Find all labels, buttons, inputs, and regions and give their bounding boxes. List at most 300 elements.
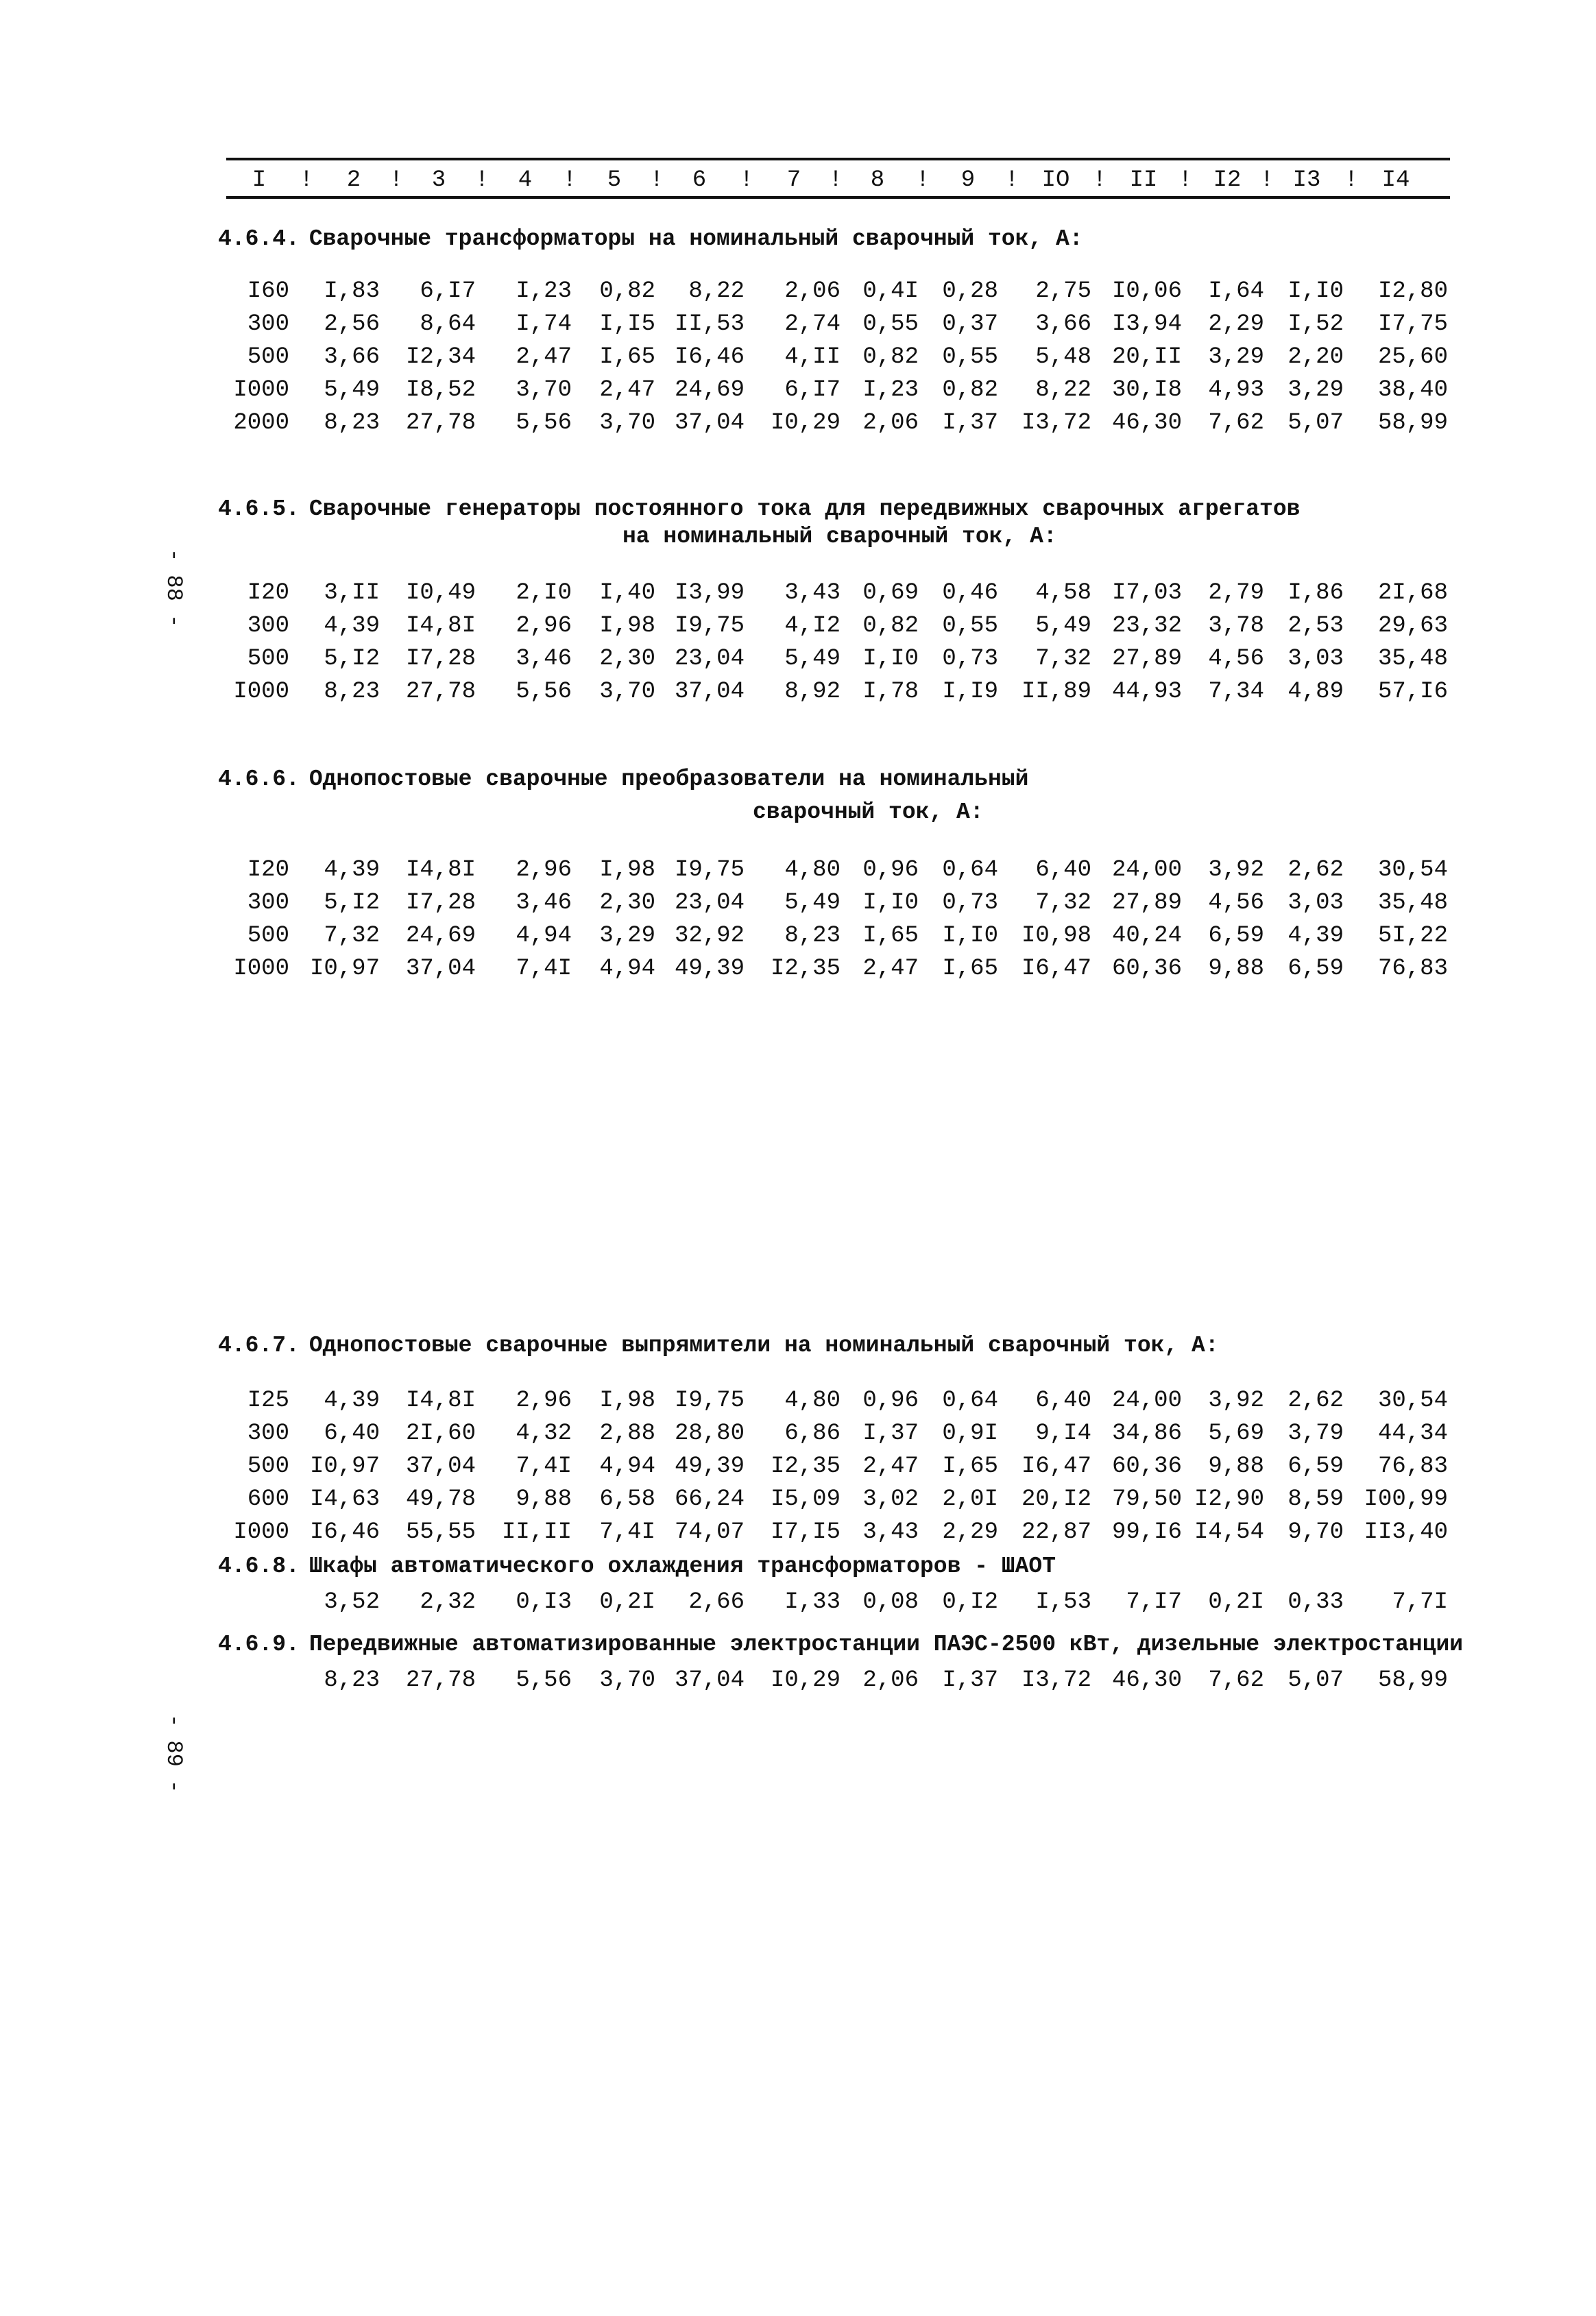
table-row: [0, 890, 1596, 923]
table-4-6-4: [0, 278, 1596, 443]
value-cell: 5,I2: [324, 646, 380, 672]
value-cell: 7,34: [1208, 679, 1264, 705]
value-cell: 2I,68: [1377, 580, 1448, 606]
value-cell: I7,28: [405, 890, 476, 916]
value-cell: 99,I6: [1111, 1519, 1182, 1545]
section-number: 4.6.6.: [218, 767, 300, 792]
value-cell: 3,43: [862, 1519, 919, 1545]
value-cell: 6,59: [1287, 956, 1344, 982]
value-cell: I00,99: [1364, 1486, 1448, 1512]
value-cell: 79,50: [1111, 1486, 1182, 1512]
header-top-rule: [226, 158, 1450, 160]
value-cell: 23,04: [674, 890, 745, 916]
value-cell: 3,29: [1208, 344, 1264, 370]
value-cell: 4,39: [324, 613, 380, 639]
value-cell: 30,54: [1377, 1388, 1448, 1414]
value-cell: 6,40: [1035, 857, 1091, 883]
value-cell: 7,62: [1208, 410, 1264, 436]
value-cell: 0,73: [942, 890, 998, 916]
rated-current-cell: 500: [247, 344, 289, 370]
value-cell: I6,47: [1021, 1453, 1091, 1480]
rated-current-cell: I000: [233, 1519, 289, 1545]
value-cell: I0,49: [405, 580, 476, 606]
value-cell: 6,40: [1035, 1388, 1091, 1414]
value-cell: 3,78: [1208, 613, 1264, 639]
value-cell: 0,I2: [942, 1589, 998, 1615]
value-cell: 3,46: [516, 890, 572, 916]
section-number: 4.6.4.: [218, 226, 300, 252]
value-cell: I0,98: [1021, 923, 1091, 949]
table-4-6-8: [0, 1589, 1596, 1622]
rated-current-cell: I25: [247, 1388, 289, 1414]
value-cell: II,II: [501, 1519, 572, 1545]
value-cell: 0,82: [862, 613, 919, 639]
value-cell: 2,30: [599, 646, 655, 672]
value-cell: 0,37: [942, 311, 998, 337]
value-cell: 7,I7: [1126, 1589, 1182, 1615]
value-cell: 4,80: [784, 857, 841, 883]
value-cell: 5,07: [1287, 1667, 1344, 1693]
value-cell: 44,93: [1111, 679, 1182, 705]
value-cell: 2,47: [862, 956, 919, 982]
value-cell: 40,24: [1111, 923, 1182, 949]
margin-page-number-88: - 88 -: [161, 548, 186, 628]
rated-current-cell: 500: [247, 646, 289, 672]
value-cell: I4,54: [1194, 1519, 1264, 1545]
value-cell: 25,60: [1377, 344, 1448, 370]
rated-current-cell: 300: [247, 613, 289, 639]
table-row: [0, 580, 1596, 613]
value-cell: 5,49: [784, 890, 841, 916]
value-cell: 4,93: [1208, 377, 1264, 403]
value-cell: 7,62: [1208, 1667, 1264, 1693]
value-cell: I9,75: [674, 1388, 745, 1414]
value-cell: 2,20: [1287, 344, 1344, 370]
value-cell: I0,06: [1111, 278, 1182, 304]
value-cell: II3,40: [1364, 1519, 1448, 1545]
value-cell: 55,55: [405, 1519, 476, 1545]
column-header-4: 4: [518, 167, 533, 193]
value-cell: I6,46: [674, 344, 745, 370]
rated-current-cell: I20: [247, 580, 289, 606]
column-header-7: 7: [786, 167, 801, 193]
section-title-4-6-5: [218, 496, 1300, 522]
value-cell: 3,02: [862, 1486, 919, 1512]
value-cell: 9,I4: [1035, 1421, 1091, 1447]
value-cell: 74,07: [674, 1519, 745, 1545]
section-title-4-6-9: [218, 1632, 1463, 1657]
value-cell: 0,55: [862, 311, 919, 337]
value-cell: 2,47: [599, 377, 655, 403]
table-row: [0, 344, 1596, 377]
value-cell: 8,23: [324, 410, 380, 436]
table-row: [0, 377, 1596, 410]
table-row: [0, 923, 1596, 956]
rated-current-cell: 500: [247, 923, 289, 949]
value-cell: 5,I2: [324, 890, 380, 916]
value-cell: I9,75: [674, 857, 745, 883]
value-cell: 3,92: [1208, 857, 1264, 883]
value-cell: 0,08: [862, 1589, 919, 1615]
rated-current-cell: I20: [247, 857, 289, 883]
value-cell: I7,75: [1377, 311, 1448, 337]
column-header-13: I3: [1292, 167, 1321, 193]
value-cell: 37,04: [405, 1453, 476, 1480]
value-cell: I4,8I: [405, 613, 476, 639]
value-cell: 5,49: [324, 377, 380, 403]
section-title-text: Передвижные автоматизированные электростанции ПАЭС-2500 кВт, дизельные электростанции: [309, 1632, 1464, 1657]
value-cell: 4,94: [599, 956, 655, 982]
value-cell: 0,I3: [516, 1589, 572, 1615]
value-cell: 27,78: [405, 679, 476, 705]
table-4-6-9: [0, 1667, 1596, 1700]
value-cell: I,52: [1287, 311, 1344, 337]
section-title-4-6-4: [218, 226, 1083, 252]
value-cell: 2,88: [599, 1421, 655, 1447]
value-cell: 2,79: [1208, 580, 1264, 606]
value-cell: I2,90: [1194, 1486, 1264, 1512]
value-cell: 24,69: [405, 923, 476, 949]
value-cell: 6,I7: [784, 377, 841, 403]
value-cell: 44,34: [1377, 1421, 1448, 1447]
value-cell: I,40: [599, 580, 655, 606]
value-cell: 66,24: [674, 1486, 745, 1512]
value-cell: I3,72: [1021, 1667, 1091, 1693]
value-cell: 8,22: [688, 278, 745, 304]
value-cell: I,I5: [599, 311, 655, 337]
value-cell: 3,46: [516, 646, 572, 672]
value-cell: I,53: [1035, 1589, 1091, 1615]
column-separator: !: [1178, 167, 1193, 193]
value-cell: 27,89: [1111, 646, 1182, 672]
section-title-text: Однопостовые сварочные выпрямители на номинальный сварочный ток, А:: [309, 1333, 1219, 1358]
table-4-6-6: [0, 857, 1596, 989]
value-cell: I6,46: [309, 1519, 380, 1545]
value-cell: 0,82: [942, 377, 998, 403]
column-header-3: 3: [431, 167, 446, 193]
column-header-14: I4: [1381, 167, 1410, 193]
value-cell: 35,48: [1377, 646, 1448, 672]
table-row: [0, 1421, 1596, 1453]
value-cell: 0,9I: [942, 1421, 998, 1447]
value-cell: 30,I8: [1111, 377, 1182, 403]
section-number: 4.6.7.: [218, 1333, 300, 1358]
table-row: [0, 1486, 1596, 1519]
value-cell: 6,86: [784, 1421, 841, 1447]
value-cell: 3,52: [324, 1589, 380, 1615]
value-cell: 5,48: [1035, 344, 1091, 370]
value-cell: 57,I6: [1377, 679, 1448, 705]
value-cell: 8,22: [1035, 377, 1091, 403]
value-cell: I,98: [599, 1388, 655, 1414]
value-cell: I,98: [599, 613, 655, 639]
value-cell: 2,96: [516, 857, 572, 883]
value-cell: 7,32: [1035, 646, 1091, 672]
value-cell: 8,23: [324, 1667, 380, 1693]
value-cell: I,I0: [862, 646, 919, 672]
value-cell: I2,35: [770, 1453, 841, 1480]
value-cell: 8,64: [420, 311, 476, 337]
value-cell: I8,52: [405, 377, 476, 403]
value-cell: 6,40: [324, 1421, 380, 1447]
value-cell: I,I0: [862, 890, 919, 916]
value-cell: 2,62: [1287, 857, 1344, 883]
rated-current-cell: 500: [247, 1453, 289, 1480]
column-header-1: I: [252, 167, 267, 193]
value-cell: I0,29: [770, 410, 841, 436]
value-cell: 76,83: [1377, 1453, 1448, 1480]
table-row: [0, 956, 1596, 989]
section-number: 4.6.8.: [218, 1554, 300, 1579]
rated-current-cell: I000: [233, 679, 289, 705]
value-cell: 37,04: [674, 1667, 745, 1693]
value-cell: 0,33: [1287, 1589, 1344, 1615]
value-cell: 4,94: [599, 1453, 655, 1480]
value-cell: 0,96: [862, 1388, 919, 1414]
value-cell: I,37: [942, 410, 998, 436]
column-separator: !: [828, 167, 843, 193]
value-cell: 3,79: [1287, 1421, 1344, 1447]
column-separator: !: [1004, 167, 1019, 193]
value-cell: 0,4I: [862, 278, 919, 304]
value-cell: 9,70: [1287, 1519, 1344, 1545]
section-title-text: Шкафы автоматического охлаждения трансформаторов - ШАОТ: [309, 1554, 1056, 1579]
column-separator: !: [1259, 167, 1274, 193]
value-cell: I,65: [862, 923, 919, 949]
value-cell: 37,04: [405, 956, 476, 982]
column-header-10: IO: [1041, 167, 1070, 193]
value-cell: I2,80: [1377, 278, 1448, 304]
value-cell: 0,73: [942, 646, 998, 672]
value-cell: 27,89: [1111, 890, 1182, 916]
value-cell: I,65: [942, 1453, 998, 1480]
value-cell: 8,92: [784, 679, 841, 705]
value-cell: 23,32: [1111, 613, 1182, 639]
column-header-9: 9: [960, 167, 976, 193]
column-header-row: [226, 165, 1450, 200]
value-cell: 0,64: [942, 1388, 998, 1414]
value-cell: I,I0: [942, 923, 998, 949]
value-cell: 6,58: [599, 1486, 655, 1512]
value-cell: 27,78: [405, 1667, 476, 1693]
value-cell: 2,53: [1287, 613, 1344, 639]
table-row: [0, 278, 1596, 311]
value-cell: I5,09: [770, 1486, 841, 1512]
column-separator: !: [562, 167, 577, 193]
value-cell: 3,70: [599, 679, 655, 705]
table-row: [0, 311, 1596, 344]
value-cell: 49,78: [405, 1486, 476, 1512]
table-row: [0, 1453, 1596, 1486]
value-cell: 5,56: [516, 1667, 572, 1693]
column-header-2: 2: [346, 167, 361, 193]
value-cell: I,33: [784, 1589, 841, 1615]
value-cell: 38,40: [1377, 377, 1448, 403]
value-cell: 30,54: [1377, 857, 1448, 883]
value-cell: I,I9: [942, 679, 998, 705]
column-header-6: 6: [692, 167, 707, 193]
value-cell: 2,96: [516, 613, 572, 639]
value-cell: 0,64: [942, 857, 998, 883]
value-cell: 2,29: [1208, 311, 1264, 337]
rated-current-cell: I000: [233, 377, 289, 403]
value-cell: 2,75: [1035, 278, 1091, 304]
value-cell: I7,28: [405, 646, 476, 672]
column-header-8: 8: [870, 167, 885, 193]
value-cell: 7,4I: [516, 956, 572, 982]
value-cell: 5,69: [1208, 1421, 1264, 1447]
rated-current-cell: 600: [247, 1486, 289, 1512]
value-cell: 7,7I: [1392, 1589, 1448, 1615]
value-cell: I,98: [599, 857, 655, 883]
value-cell: 3,66: [1035, 311, 1091, 337]
value-cell: I6,47: [1021, 956, 1091, 982]
table-4-6-5: [0, 580, 1596, 712]
value-cell: 4,94: [516, 923, 572, 949]
value-cell: 5I,22: [1377, 923, 1448, 949]
value-cell: 4,32: [516, 1421, 572, 1447]
column-separator: !: [915, 167, 930, 193]
value-cell: 0,69: [862, 580, 919, 606]
margin-page-number-89: - 89 -: [161, 1714, 186, 1794]
value-cell: 23,04: [674, 646, 745, 672]
value-cell: 2,0I: [942, 1486, 998, 1512]
value-cell: I,I0: [1287, 278, 1344, 304]
table-row: [0, 410, 1596, 443]
value-cell: I,65: [942, 956, 998, 982]
value-cell: 3,70: [516, 377, 572, 403]
table-row: [0, 646, 1596, 679]
table-4-6-7: [0, 1388, 1596, 1552]
value-cell: 34,86: [1111, 1421, 1182, 1447]
value-cell: 4,56: [1208, 890, 1264, 916]
value-cell: 0,82: [862, 344, 919, 370]
value-cell: 5,49: [784, 646, 841, 672]
value-cell: 2,62: [1287, 1388, 1344, 1414]
value-cell: 32,92: [674, 923, 745, 949]
section-title-4-6-6: [218, 767, 1028, 792]
column-header-11: II: [1129, 167, 1158, 193]
header-bottom-rule: [226, 196, 1450, 199]
value-cell: I,78: [862, 679, 919, 705]
value-cell: 3,29: [599, 923, 655, 949]
value-cell: 46,30: [1111, 1667, 1182, 1693]
value-cell: 4,89: [1287, 679, 1344, 705]
value-cell: 9,88: [1208, 956, 1264, 982]
value-cell: 60,36: [1111, 1453, 1182, 1480]
value-cell: 2,06: [784, 278, 841, 304]
value-cell: 8,23: [324, 679, 380, 705]
value-cell: 3,70: [599, 410, 655, 436]
value-cell: 2,56: [324, 311, 380, 337]
value-cell: 27,78: [405, 410, 476, 436]
value-cell: 0,96: [862, 857, 919, 883]
value-cell: 5,56: [516, 410, 572, 436]
table-row: [0, 679, 1596, 712]
value-cell: 5,07: [1287, 410, 1344, 436]
table-row: [0, 1589, 1596, 1622]
section-title-text: Сварочные трансформаторы на номинальный сварочный ток, А:: [309, 226, 1083, 252]
value-cell: 3,29: [1287, 377, 1344, 403]
value-cell: 4,80: [784, 1388, 841, 1414]
value-cell: I,23: [862, 377, 919, 403]
value-cell: 2,47: [516, 344, 572, 370]
table-row: [0, 1388, 1596, 1421]
value-cell: I4,8I: [405, 1388, 476, 1414]
value-cell: 6,59: [1287, 1453, 1344, 1480]
value-cell: 2,06: [862, 1667, 919, 1693]
value-cell: 6,I7: [420, 278, 476, 304]
value-cell: 0,46: [942, 580, 998, 606]
value-cell: 4,39: [1287, 923, 1344, 949]
value-cell: I,64: [1208, 278, 1264, 304]
rated-current-cell: I60: [247, 278, 289, 304]
value-cell: 8,59: [1287, 1486, 1344, 1512]
value-cell: 2,29: [942, 1519, 998, 1545]
rated-current-cell: 300: [247, 890, 289, 916]
value-cell: 6,59: [1208, 923, 1264, 949]
value-cell: 37,04: [674, 410, 745, 436]
value-cell: I0,29: [770, 1667, 841, 1693]
column-header-12: I2: [1213, 167, 1242, 193]
value-cell: 0,55: [942, 344, 998, 370]
value-cell: 49,39: [674, 956, 745, 982]
value-cell: 24,00: [1111, 857, 1182, 883]
value-cell: I3,94: [1111, 311, 1182, 337]
rated-current-cell: I000: [233, 956, 289, 982]
value-cell: I,83: [324, 278, 380, 304]
value-cell: I2,35: [770, 956, 841, 982]
value-cell: I,37: [942, 1667, 998, 1693]
value-cell: 0,55: [942, 613, 998, 639]
value-cell: 46,30: [1111, 410, 1182, 436]
column-separator: !: [474, 167, 489, 193]
value-cell: 3,03: [1287, 890, 1344, 916]
value-cell: 3,43: [784, 580, 841, 606]
value-cell: 2,30: [599, 890, 655, 916]
value-cell: 8,23: [784, 923, 841, 949]
value-cell: I9,75: [674, 613, 745, 639]
value-cell: 2,47: [862, 1453, 919, 1480]
value-cell: 58,99: [1377, 1667, 1448, 1693]
rated-current-cell: 300: [247, 311, 289, 337]
column-separator: !: [389, 167, 404, 193]
value-cell: 60,36: [1111, 956, 1182, 982]
value-cell: 22,87: [1021, 1519, 1091, 1545]
value-cell: 49,39: [674, 1453, 745, 1480]
value-cell: 3,03: [1287, 646, 1344, 672]
value-cell: 2,06: [862, 410, 919, 436]
value-cell: I,37: [862, 1421, 919, 1447]
value-cell: 76,83: [1377, 956, 1448, 982]
value-cell: I4,8I: [405, 857, 476, 883]
value-cell: 7,4I: [599, 1519, 655, 1545]
column-separator: !: [649, 167, 664, 193]
value-cell: 20,II: [1111, 344, 1182, 370]
column-separator: !: [739, 167, 754, 193]
section-title-4-6-5-line2: на номинальный сварочный ток, А:: [622, 524, 1057, 549]
value-cell: 7,32: [324, 923, 380, 949]
value-cell: 9,88: [516, 1486, 572, 1512]
table-row: [0, 1519, 1596, 1552]
value-cell: 4,58: [1035, 580, 1091, 606]
section-title-4-6-8: [218, 1554, 1056, 1579]
value-cell: 24,69: [674, 377, 745, 403]
value-cell: 9,88: [1208, 1453, 1264, 1480]
value-cell: I3,72: [1021, 410, 1091, 436]
value-cell: 2,I0: [516, 580, 572, 606]
value-cell: 4,39: [324, 857, 380, 883]
